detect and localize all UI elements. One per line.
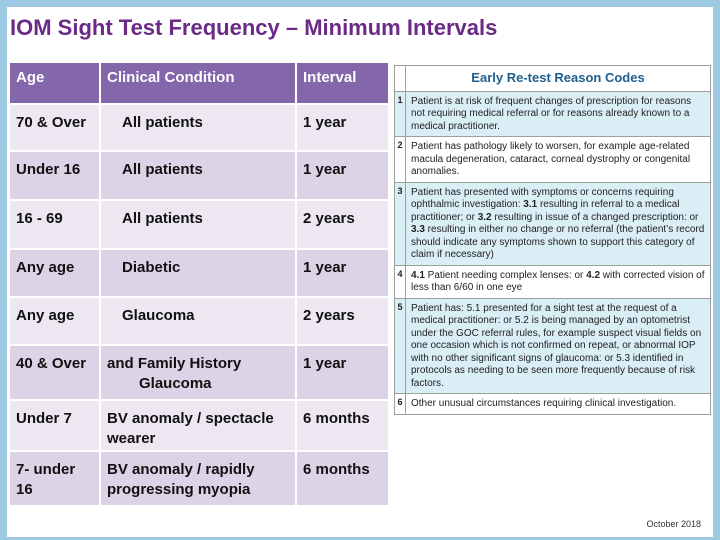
- code-text: Patient has: 5.1 presented for a sight test at the request of a medical practitioner: or 5.2 is being managed by an optometrist under the GOC referral rules, for example suspect visual fields on one occasion which is not confirmed on repeat, or abnormal IOP with no other significant signs of glaucoma: or 5.3 identified in protocols as needing to be seen more frequently because of risk factors.: [406, 298, 711, 394]
- condition-text-line2: Glaucoma: [139, 375, 212, 392]
- condition-cell: BV anomaly / spectacle wearer: [100, 400, 296, 451]
- sub-code: 4.1: [411, 269, 425, 281]
- table-row: [10, 104, 389, 151]
- condition-cell: [100, 345, 296, 400]
- condition-cell: [100, 249, 296, 297]
- reason-code-row: [395, 265, 711, 298]
- code-text-part: with corrected vision of less than 6/60 in one eye: [411, 269, 705, 293]
- table-row: [10, 200, 389, 249]
- age-cell: 40 & Over: [10, 345, 100, 400]
- interval-cell: 2 years: [296, 297, 389, 345]
- age-cell: Any age: [10, 249, 100, 297]
- interval-cell: 1 year: [296, 151, 389, 200]
- table-header-row: [10, 63, 389, 104]
- code-text: Patient has pathology likely to worsen, for example age-related macula degeneration, cataract, corneal dystrophy or congenital anomalies.: [406, 137, 711, 183]
- interval-cell: 1 year: [296, 345, 389, 400]
- reason-codes-header: Early Re-test Reason Codes: [406, 66, 711, 92]
- condition-text: All patients: [122, 114, 203, 131]
- age-cell: Under 16: [10, 151, 100, 200]
- reason-code-row: [395, 137, 711, 183]
- column-header-condition: Clinical Condition: [100, 63, 296, 104]
- code-number: 1: [395, 91, 406, 137]
- page-title: IOM Sight Test Frequency – Minimum Intervals: [10, 15, 498, 40]
- interval-cell: 6 months: [296, 400, 389, 451]
- interval-cell: 1 year: [296, 104, 389, 151]
- condition-cell: [100, 151, 296, 200]
- condition-text: All patients: [122, 161, 203, 178]
- table-row: [10, 345, 389, 400]
- condition-text: Diabetic: [122, 259, 181, 276]
- age-cell: 7- under 16: [10, 451, 100, 505]
- condition-cell: [100, 297, 296, 345]
- condition-cell: [100, 104, 296, 151]
- code-text: Other unusual circumstances requiring clinical investigation.: [406, 394, 711, 415]
- footer-date: October 2018: [646, 519, 701, 529]
- interval-cell: 1 year: [296, 249, 389, 297]
- code-number: 5: [395, 298, 406, 394]
- interval-cell: 6 months: [296, 451, 389, 505]
- reason-code-row: [395, 91, 711, 137]
- code-text-part: Patient has presented with symptoms or concerns requiring ophthalmic investigation:: [411, 186, 674, 210]
- condition-text: All patients: [122, 210, 203, 227]
- sub-code: 4.2: [586, 269, 601, 281]
- code-text-part: resulting in either no change or no referral (the patient’s record should indicate any symptoms shown to support this category of claim if necessary): [411, 224, 705, 260]
- code-text: [406, 182, 711, 265]
- code-number: 3: [395, 182, 406, 265]
- sub-code: 3.2: [477, 211, 492, 223]
- table-row: [10, 400, 389, 451]
- age-cell: Under 7: [10, 400, 100, 451]
- header-blank-cell: [395, 66, 406, 92]
- reason-code-row: [395, 394, 711, 415]
- table-row: [10, 297, 389, 345]
- column-header-age: Age: [10, 63, 100, 104]
- reason-codes-table: [394, 65, 711, 415]
- intervals-table: [10, 63, 390, 505]
- table-row: [10, 451, 389, 505]
- code-number: 4: [395, 265, 406, 298]
- code-number: 2: [395, 137, 406, 183]
- code-text-part: resulting in referral to a medical practitioner; or: [411, 199, 680, 223]
- condition-cell: [100, 200, 296, 249]
- code-text-part: resulting in issue of a changed prescription: or: [491, 211, 699, 223]
- column-header-interval: Interval: [296, 63, 389, 104]
- code-text: Patient is at risk of frequent changes of prescription for reasons not requiring medical referral or for reasons already known to a medical practitioner.: [406, 91, 711, 137]
- code-text-part: Patient needing complex lenses: or: [424, 269, 587, 281]
- sub-code: 3.3: [411, 224, 425, 235]
- age-cell: 16 - 69: [10, 200, 100, 249]
- age-cell: 70 & Over: [10, 104, 100, 151]
- condition-text: and Family History: [107, 355, 242, 372]
- age-cell: Any age: [10, 297, 100, 345]
- condition-text: Glaucoma: [122, 307, 195, 324]
- reason-codes-header-row: [395, 66, 711, 92]
- table-row: [10, 151, 389, 200]
- sub-code: 3.1: [523, 199, 538, 210]
- code-text: [406, 265, 711, 298]
- interval-cell: 2 years: [296, 200, 389, 249]
- reason-code-row: [395, 298, 711, 394]
- reason-code-row: [395, 182, 711, 265]
- table-row: [10, 249, 389, 297]
- condition-cell: BV anomaly / rapidly progressing myopia: [100, 451, 296, 505]
- code-number: 6: [395, 394, 406, 415]
